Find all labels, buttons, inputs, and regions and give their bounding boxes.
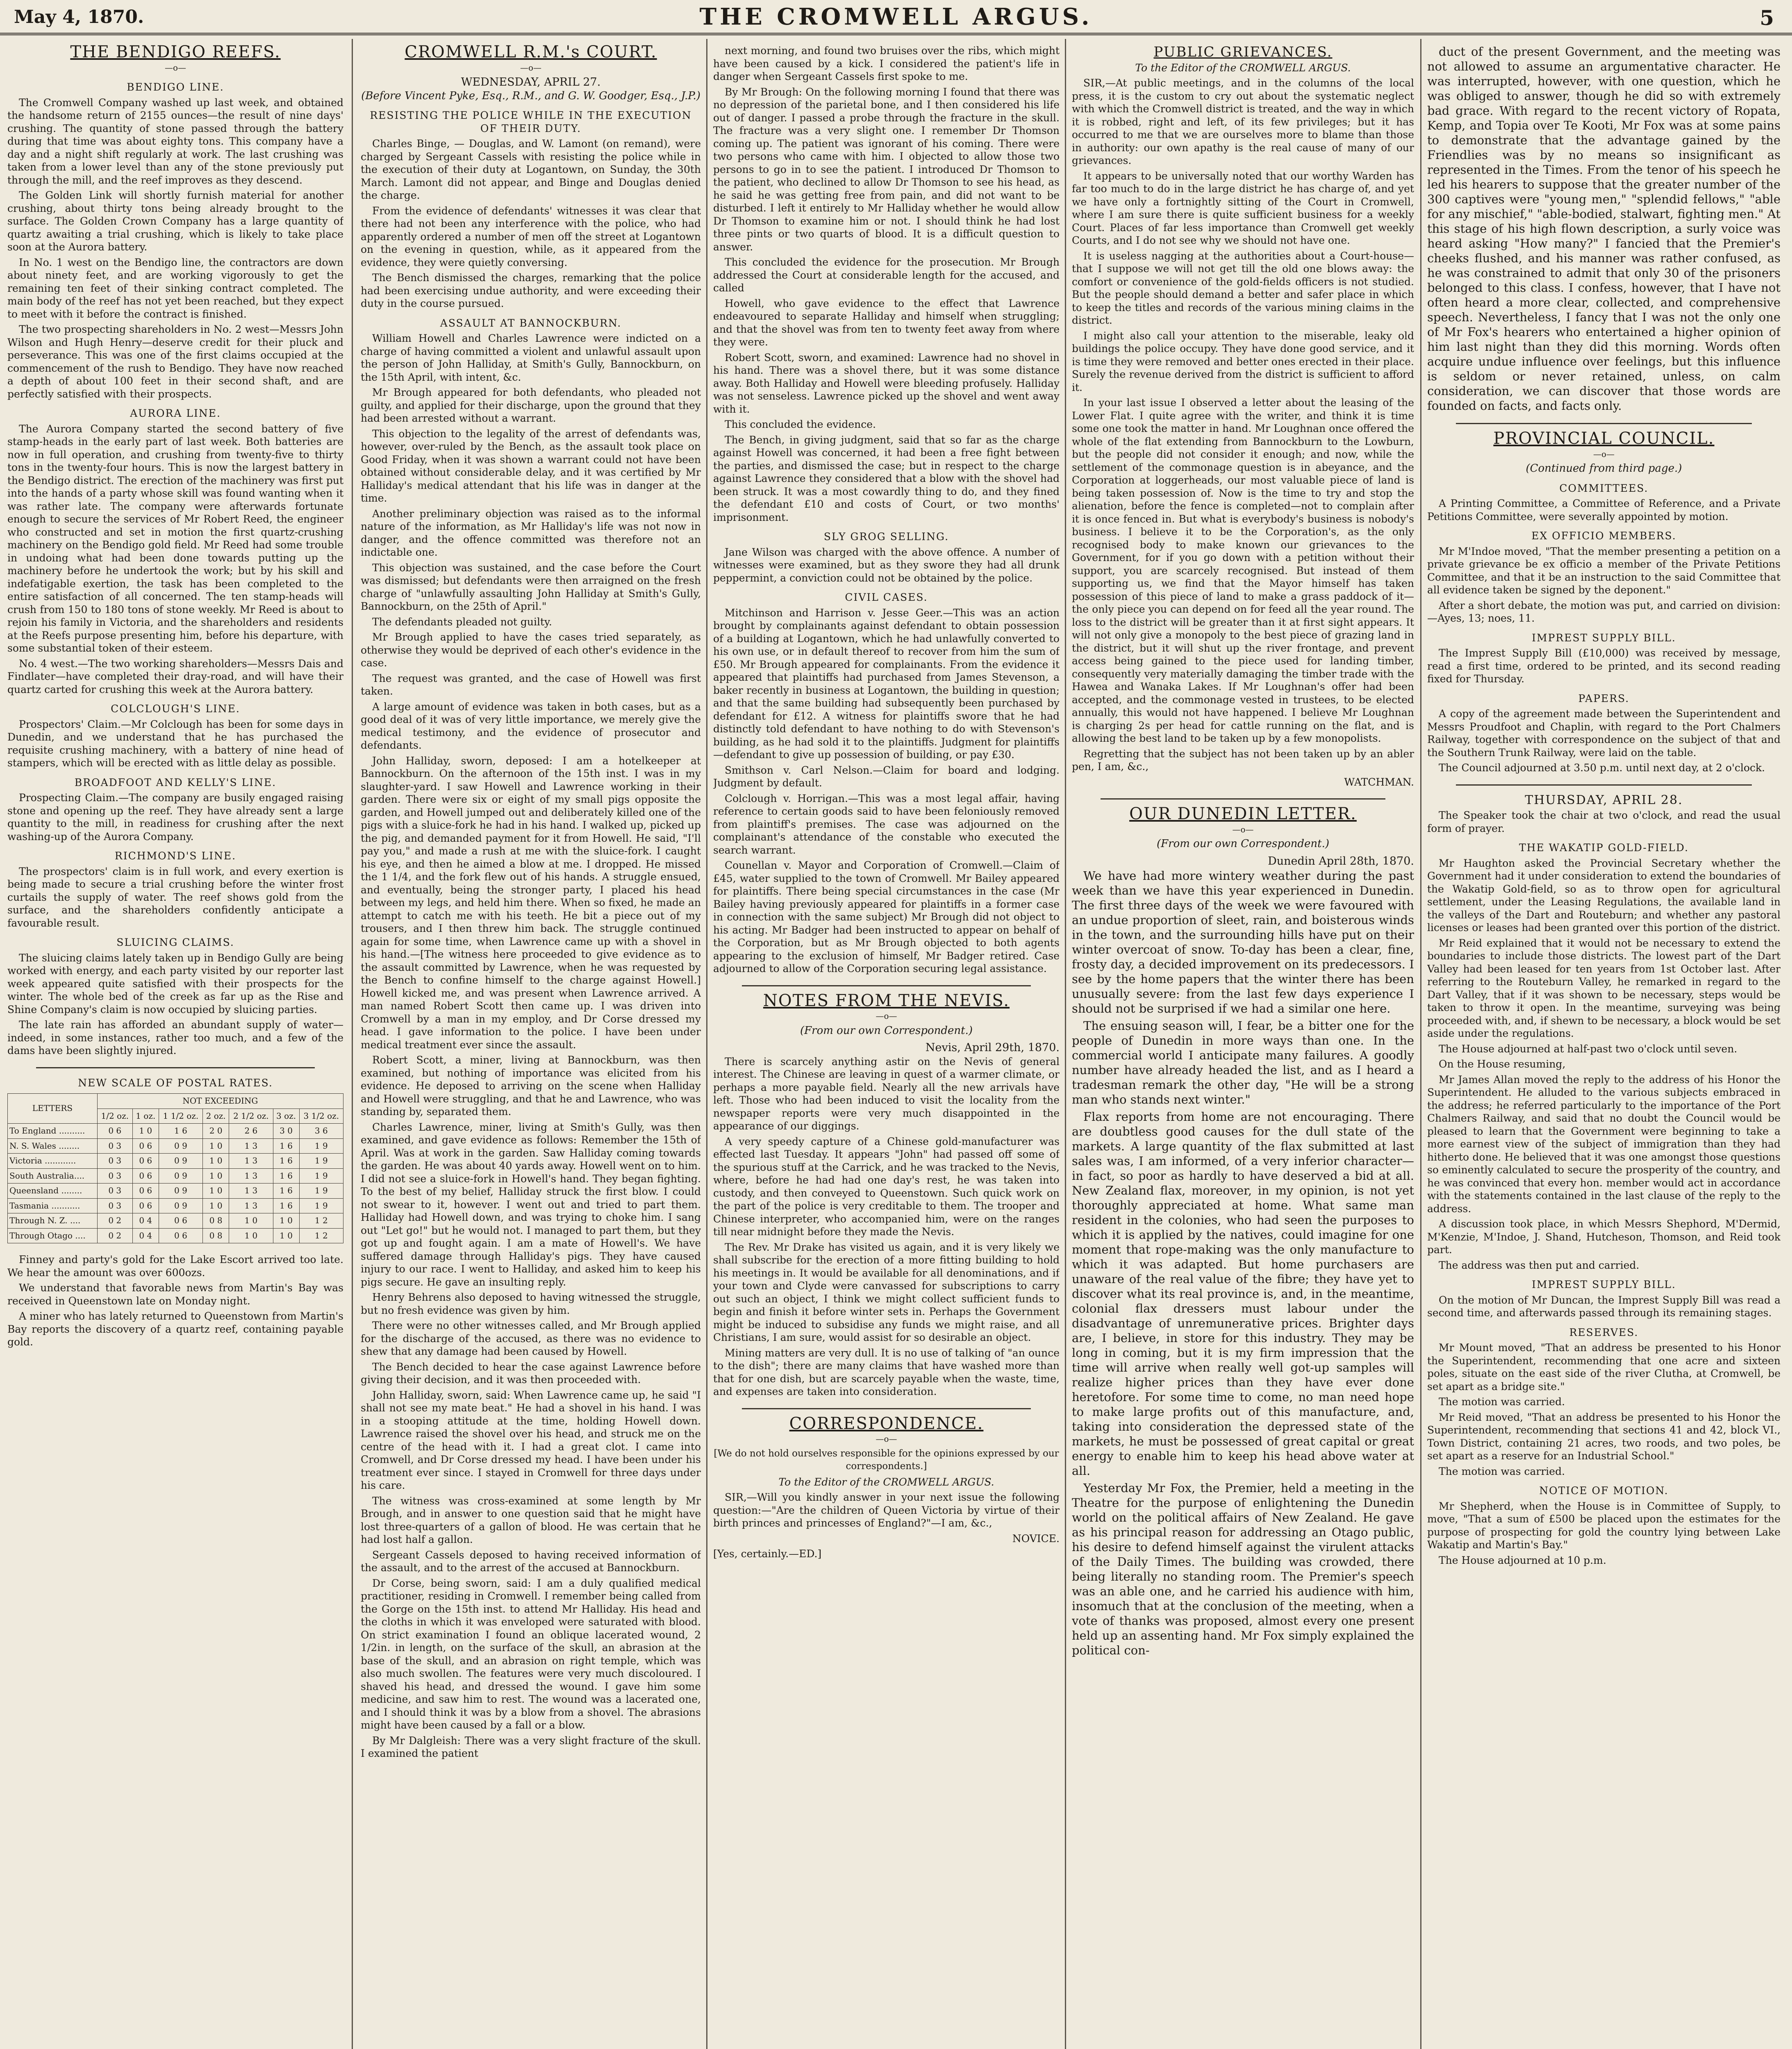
postal-destination: Victoria ............	[8, 1154, 98, 1169]
paragraph: A very speedy capture of a Chinese gold-manufacturer was effected last Tuesday. It appears "John" had passed off some of the spurious stuff at the Carrick, and he was tracked to the Nevis, where, before he had had one day's rest, he was taken into custody, and then conveyed to Queenstown. Such quick work on the part of the police is very creditable to them. The trooper and Chinese interpreter, who accompanied him, were on the ranges till near midnight before they made the Nevis.	[713, 1135, 1060, 1238]
section-divider	[1101, 798, 1385, 800]
reserves-text	[1427, 1341, 1781, 1478]
postal-destination: Tasmania ...........	[8, 1198, 98, 1213]
postal-rate-cell: 1 9	[299, 1168, 343, 1184]
postal-rate-cell: 1 0	[229, 1228, 273, 1243]
provincial-continued-note: (Continued from third page.)	[1526, 462, 1682, 475]
paragraph: The witness was cross-examined at some length by Mr Brough, and in answer to one question said that he might have lost three-quarters of a gallon of blood. He was certain that he had lost half a gallon.	[361, 1495, 701, 1545]
postal-rate-cell: 3 0	[273, 1124, 299, 1139]
court-heading: CROMWELL R.M.'s COURT.	[405, 44, 657, 61]
postal-rate-cell: 0 4	[132, 1213, 159, 1229]
paragraph: The House adjourned at half-past two o'clock until seven.	[1439, 1043, 1737, 1055]
postal-weight-header: 1 oz.	[132, 1109, 159, 1124]
paragraph: The defendants pleaded not guilty.	[372, 616, 552, 628]
postal-rate-cell: 2 0	[203, 1124, 229, 1139]
postal-destination: To England ..........	[8, 1124, 98, 1139]
ornament: —o—	[1593, 449, 1615, 459]
column-4	[1072, 44, 1414, 2049]
paragraph: The ensuing season will, I fear, be a bitter one for the people of Dunedin in more ways than one. In the commercial world I anticipate many failures. A goodly number have already headed the list, and as I heard a tradesman remark the other day, "He will be a strong man who stands next winter."	[1072, 1019, 1414, 1106]
postal-rate-cell: 0 6	[97, 1124, 132, 1139]
paragraph: The Council adjourned at 3.50 p.m. until next day, at 2 o'clock.	[1439, 762, 1765, 774]
aurora-line-text	[7, 423, 343, 696]
resisting-police-title: RESISTING THE POLICE WHILE IN THE EXECUTION OF THEIR DUTY.	[370, 109, 692, 134]
postal-rate-cell: 0 9	[159, 1138, 202, 1154]
paragraph: The House adjourned at 10 p.m.	[1439, 1554, 1606, 1566]
postal-rate-row	[8, 1154, 343, 1169]
issue-date: May 4, 1870.	[14, 7, 144, 27]
column-1	[7, 44, 343, 2049]
dunedin-byline: (From our own Correspondent.)	[1156, 838, 1329, 850]
imprest-supply-text	[1427, 647, 1781, 686]
paragraph: The two prospecting shareholders in No. 2 west—Messrs John Wilson and Hugh Henry—deserve credit for their pluck and perseverance. This was one of the first claims occupied at the commencement of the rush to Bendigo. They have now reached a depth of about 100 feet in their second shaft, and are perfectly satisfied with their prospects.	[7, 323, 343, 400]
paragraph: Charles Lawrence, miner, living at Smith's Gully, was then examined, and gave evidence as follows: Remember the 15th of April. Was at work in the garden. Saw Halliday coming towards the garden. He was about 40 yards away. Howell went on to him. I did not see a sluice-fork in Howell's hand. They began fighting. To the best of my belief, Halliday struck the first blow. I could not swear to it, however. I went out and tried to part them. Halliday had Howell down, and was trying to choke him. I sang out "Let go!" but he would not. I managed to part them, but they got up and fought again. I am a mate of Howell's. We have suffered damage through Halliday's pigs. They have caused injury to our race. I went to Halliday, and asked him to keep his pigs secure. He gave an insulting reply.	[361, 1121, 701, 1288]
column-rule	[1420, 39, 1421, 2049]
postal-rate-cell: 1 0	[229, 1213, 273, 1229]
paragraph: The address was then put and carried.	[1439, 1259, 1640, 1271]
postal-rate-cell: 1 9	[299, 1138, 343, 1154]
wakatip-text	[1427, 857, 1781, 1272]
postal-rate-cell: 0 9	[159, 1168, 202, 1184]
paragraph: The Bench, in giving judgment, said that so far as the charge against Howell was concerned, it had been a free fight between the parties, and dismissed the case; but in respect to the charge against Lawrence they considered that a blow with the shovel had been struck. It was a most cowardly thing to do, and they fined the defendant £10 and costs of Court, or two months' imprisonment.	[713, 434, 1060, 523]
paragraph: Mr James Allan moved the reply to the address of his Honor the Superintendent. He alluded to the various subjects embraced in the address; he referred particularly to the importance of the Port Chalmers Railway, and said that no doubt the Council would be pleased to learn that the Government were beginning to take a more earnest view of the subject of immigration than they had hitherto done. He believed that it was one amongst those questions so eminently calculated to secure the prosperity of the country, and he was convinced that every hon. member would act in accordance with the statements contained in the last clause of the reply to the address.	[1427, 1073, 1781, 1215]
paragraph: A copy of the agreement made between the Superintendent and Messrs Proudfoot and Chaplin, with regard to the Port Chalmers Railway, together with correspondence on the subject of that and the Southern Trunk Railway, were laid on the table.	[1427, 708, 1781, 759]
correspondence-disclaimer: [We do not hold ourselves responsible for the opinions expressed by our correspondents.]	[714, 1448, 1059, 1472]
nevis-dateline: Nevis, April 29th, 1870.	[925, 1041, 1060, 1054]
bendigo-line-text	[7, 96, 343, 401]
dunedin-dateline: Dunedin April 28th, 1870.	[1268, 854, 1414, 868]
postal-rate-cell: 0 9	[159, 1184, 202, 1199]
postal-rate-cell: 1 3	[229, 1168, 273, 1184]
paragraph: SIR,—At public meetings, and in the columns of the local press, it is the custom to cry out about the systematic neglect with which the Cromwell district is treated, and the way in which it is robbed, right and left, of its few privileges; but it has occurred to me that we are ourselves more to blame than those in authority: our own apathy is the real cause of many of our grievances.	[1072, 77, 1414, 166]
paragraph: The Imprest Supply Bill (£10,000) was received by message, read a first time, ordered to be printed, and its second reading fixed for Thursday.	[1427, 647, 1781, 685]
postal-weight-header: 2 oz.	[203, 1109, 229, 1124]
imprest-supply-2-text	[1427, 1294, 1781, 1320]
assault-text	[361, 332, 701, 1760]
colclough-line-title: COLCLOUGH'S LINE.	[111, 703, 240, 715]
postal-rate-cell: 0 4	[132, 1228, 159, 1243]
paragraph: The Aurora Company started the second battery of five stamp-heads in the early part of last week. Both batteries are now in full operation, and crushing from twenty-five to thirty tons in the twenty-four hours. This is now the largest battery in the Bendigo district. The erection of the machinery was first put into the hands of a party whose skill was found wanting when it was rather late. The company were afterwards fortunate enough to secure the services of Mr Robert Reed, the engineer who constructed and set in motion the first quartz-crushing machinery on the Bendigo gold field. Mr Reed had some trouble in undoing what had been done towards putting up the machinery before he undertook the work; but by his skill and indefatigable exertion, the task has been completed to the entire satisfaction of all concerned. The ten stamp-heads will crush from 150 to 180 tons of stone weekly. Mr Reed is about to rejoin his family in Victoria, and the shareholders and residents at the Reefs purpose presenting him, before his departure, with some substantial token of their esteem.	[7, 423, 343, 654]
paragraph: We have had more wintery weather during the past week than we have this year experienced in Dunedin. The first three days of the week we were favoured with an undue proportion of sleet, rain, and boisterous winds in the town, and the surrounding hills have put on their winter overcoat of snow. To-day has been a clear, fine, frosty day, a decided improvement on its predecessors. I see by the home papers that the winter there has been unusually severe: from the last few days experience I should not be surprised if we had a similar one here.	[1072, 869, 1414, 1015]
masthead	[0, 0, 1792, 35]
bendigo-reefs-heading: THE BENDIGO REEFS.	[70, 44, 281, 61]
richmond-line-title: RICHMOND'S LINE.	[114, 850, 237, 862]
colclough-line-text	[7, 718, 343, 770]
paragraph: After a short debate, the motion was put, and carried on division:—Ayes, 13; noes, 11.	[1427, 599, 1781, 624]
paragraph: Mr Haughton asked the Provincial Secretary whether the Government had it under consideration to extend the boundaries of the Wakatip Gold-field, so as to throw open for agricultural settlement, under the Leasing Regulations, the available land in the valleys of the Dart and Routeburn; and whether any pastoral licenses or leases had been granted over this portion of the district.	[1427, 857, 1781, 934]
paragraph: Mr Brough appeared for both defendants, who pleaded not guilty, and applied for their discharge, upon the ground that they had been arrested without a warrant.	[361, 386, 701, 424]
sluicing-claims-title: SLUICING CLAIMS.	[116, 936, 234, 948]
paragraph: Mr Reid moved, "That an address be presented to his Honor the Superintendent, recommending that sections 41 and 42, block VI., Town District, containing 21 acres, two roods, and two poles, be set apart as a reserve for an Industrial School."	[1427, 1411, 1781, 1462]
dunedin-letter-text	[1072, 868, 1414, 1658]
paragraph: Mr Mount moved, "That an address be presented to his Honor the Superintendent, recommending that one acre and sixteen poles, situate on the east side of the river Clutha, at Cromwell, be set apart as a bridge site."	[1427, 1342, 1781, 1393]
postal-rate-cell: 0 3	[97, 1198, 132, 1213]
bendigo-line-title: BENDIGO LINE.	[127, 81, 224, 93]
court-bench: (Before Vincent Pyke, Esq., R.M., and G. W. Goodger, Esq., J.P.)	[361, 89, 700, 102]
postal-rate-cell: 1 6	[273, 1154, 299, 1169]
paragraph: Charles Binge, — Douglas, and W. Lamont (on remand), were charged by Sergeant Cassels with resisting the police while in the execution of their duty at Logantown, on Sunday, the 30th March. Lamont did not appear, and Binge and Douglas denied the charge.	[361, 138, 701, 201]
postal-rate-cell: 0 6	[132, 1184, 159, 1199]
postal-rate-row	[8, 1168, 343, 1184]
paragraph: Flax reports from home are not encouraging. There are doubtless good causes for the dull state of the markets. A large quantity of the flax submitted at last sales was, I am informed, of a very inferior character—in fact, so poor as hardly to have deserved a bid at all. New Zealand flax, moreover, in my opinion, is not yet thoroughly appreciated at home. What same man resident in the colonies, who had seen the purposes to which it is applied by the natives, could imagine for one moment that rope-making was the only manufacture to which it was adapted. But home purchasers are unaware of the real value of the fibre; they have yet to discover what its real province is, and, in the meantime, colonial flax dressers must labour under the disadvantage of unremunerative prices. Brighter days are, I believe, in store for this industry. They may be long in coming, but it is my firm impression that the time will arrive when really well got-up samples will realize higher prices than they have ever done heretofore. For some time to come, no man need hope to make large profits out of this manufacture, and, taking into consideration the depressed state of the markets, he must be possessed of great capital or great energy to enable him to keep his head above water at all.	[1072, 1110, 1414, 1478]
imprest-supply-2-title: IMPREST SUPPLY BILL.	[1532, 1279, 1676, 1290]
column-rule	[1065, 39, 1066, 2049]
notice-of-motion-text	[1427, 1500, 1781, 1567]
postal-rate-cell: 1 2	[299, 1213, 343, 1229]
paragraph: The Cromwell Company washed up last week, and obtained the handsome return of 2155 ounces—the result of nine days' crushing. The quantity of stone passed through the battery during that time was about eighty tons. This company have a day and a night shift regularly at work. The last crushing was taken from a lower level than any of the stone previously put through the mill, and the reef improves as they descend.	[7, 96, 343, 186]
assault-continued-text	[713, 44, 1060, 524]
dunedin-letter-heading: OUR DUNEDIN LETTER.	[1129, 804, 1357, 823]
ornament: —o—	[876, 1011, 897, 1021]
postal-rate-cell: 1 9	[299, 1184, 343, 1199]
paragraph: John Halliday, sworn, said: When Lawrence came up, he said "I shall not see my mate beat." He had a shovel in his hand. I was in a stooping attitude at the time, holding Howell down. Lawrence raised the shovel over his head, and struck me on the centre of the head with it. I had a great clot. I came into Cromwell, and Dr Corse dressed my head. I have been under his treatment ever since. I stayed in Cromwell for three days under his care.	[361, 1389, 701, 1491]
editor-reply: [Yes, certainly.—ED.]	[713, 1548, 822, 1560]
paragraph: Mr Reid explained that it would not be necessary to extend the boundaries to include those districts. The lowest part of the Dart Valley had been leased for ten years from 1st October last. After referring to the Routeburn Valley, he remarked in regard to the Dart Valley, that if it was shown to be necessary, steps would be taken to throw it open. In the meantime, surveying was being proceeded with, and, if shewn to be necessary, a block would be set aside under the regulations.	[1427, 937, 1781, 1039]
postal-rate-cell: 0 6	[132, 1168, 159, 1184]
paragraph: Mitchinson and Harrison v. Jesse Geer.—This was an action brought by complainants against defendant to obtain possession of a building at Logantown, which he had unlawfully converted to his own use, or in default thereof to recover from him the sum of £50. Mr Brough appeared for complainants. From the evidence it appeared that plaintiffs had purchased from James Stevenson, a baker recently in business at Logantown, the building in question; and that the same building had subsequently been purchased by defendant for £12. A witness for plaintiffs swore that he had distinctly told defendant to have nothing to do with Stevenson's building, as he had sold it to the plaintiffs. Judgment for plaintiffs—defendant to give up possession of building, or pay £30.	[713, 607, 1060, 761]
postal-weight-header: 1 1/2 oz.	[159, 1109, 202, 1124]
paragraph: Dr Corse, being sworn, said: I am a duly qualified medical practitioner, residing in Cromwell. I remember being called from the Gorge on the 15th inst. to attend Mr Halliday. His head and the cloths in which it was enveloped were saturated with blood. On strict examination I found an oblique lacerated wound, 2 1/2in. in length, on the surface of the skull, an abrasion at the base of the skull, and an abrasion on right temple, which was also much swollen. The features were very much discoloured. I shaved his head, and dressed the wound. I gave him some medicine, and saw him to rest. The wound was a lacerated one, and I should think it was by a blow from a shovel. The abrasions might have been caused by a fall or a blow.	[361, 1577, 701, 1731]
grievances-heading: PUBLIC GRIEVANCES.	[1153, 44, 1333, 60]
papers-text	[1427, 707, 1781, 775]
postal-rate-cell: 1 6	[273, 1138, 299, 1154]
paragraph: Yesterday Mr Fox, the Premier, held a meeting in the Theatre for the purpose of enlightening the Dunedin world on the political affairs of New Zealand. He gave as his principal reason for addressing an Otago public, his desire to defend himself against the virulent attacks of the Daily Times. The building was crowded, there being literally no standing room. The Premier's speech was an able one, and he carried his audience with him, insomuch that at the conclusion of the meeting, when a vote of thanks was proposed, almost every one present held up an assenting hand. Mr Fox simply explained the political con-	[1072, 1481, 1414, 1657]
postal-rate-cell: 1 3	[229, 1198, 273, 1213]
paragraph: No. 4 west.—The two working shareholders—Messrs Dais and Findlater—have completed their dray-road, and will have their quartz carted for crushing this week at the Aurora battery.	[7, 657, 343, 695]
assault-title: ASSAULT AT BANNOCKBURN.	[440, 317, 622, 329]
paragraph: The Bench dismissed the charges, remarking that the police had been exercising undue authority, and were exceeding their duty in the course pursued.	[361, 272, 701, 309]
paragraph: The Rev. Mr Drake has visited us again, and it is very likely we shall subscribe for the erection of a more fitting building to hold his meetings in. It would be available for all denominations, and if your town and Clyde were canvassed for subscriptions to carry out such an object, I think we might collect sufficient funds to begin and finish it before winter sets in. Perhaps the Government might be induced to subsidise any funds we might raise, and all Christians, I am sure, would assist for so desirable an object.	[713, 1241, 1060, 1343]
postal-rate-cell: 1 0	[203, 1198, 229, 1213]
postal-rate-cell: 1 0	[203, 1154, 229, 1169]
postal-rate-row	[8, 1138, 343, 1154]
postal-rate-cell: 1 6	[273, 1198, 299, 1213]
postal-rate-cell: 1 3	[229, 1184, 273, 1199]
postal-rate-cell: 0 3	[97, 1138, 132, 1154]
postal-rates-title: NEW SCALE OF POSTAL RATES.	[78, 1077, 273, 1089]
paragraph: Another preliminary objection was raised as to the informal nature of the information, as Mr Halliday's life was not now in danger, and the offence committed was therefore not an indictable one.	[361, 507, 701, 558]
paragraph: Smithson v. Carl Nelson.—Claim for board and lodging. Judgment by default.	[713, 764, 1060, 789]
committees-text	[1427, 497, 1781, 523]
paragraph: Mr Brough applied to have the cases tried separately, as otherwise they would be deprived of each other's evidence in the case.	[361, 631, 701, 669]
reserves-title: RESERVES.	[1569, 1326, 1639, 1338]
postal-rate-cell: 0 3	[97, 1168, 132, 1184]
postal-rate-cell: 0 6	[132, 1138, 159, 1154]
committees-title: COMMITTEES.	[1559, 482, 1649, 494]
paragraph: A large amount of evidence was taken in both cases, but as a good deal of it was of very little importance, we merely give the medical testimony, and the evidence of prosecutor and defendants.	[361, 700, 701, 751]
broadfoot-line-text	[7, 791, 343, 843]
civil-cases-text	[713, 607, 1060, 975]
postal-destination: Queensland ........	[8, 1184, 98, 1199]
postal-rate-cell: 2 6	[229, 1124, 273, 1139]
postal-rates-table	[7, 1093, 343, 1243]
correspondence-addressee: To the Editor of the CROMWELL ARGUS.	[778, 1476, 994, 1488]
section-divider	[1456, 784, 1752, 786]
section-divider	[742, 985, 1031, 986]
paragraph: The Golden Link will shortly furnish material for another crushing, about thirty tons being already brought to the surface. The Golden Crown Company has a large quantity of quartz awaiting a trial crushing, which is likely to take place soon at the Aurora battery.	[7, 189, 343, 253]
paragraph: Howell, who gave evidence to the effect that Lawrence endeavoured to separate Halliday and himself when struggling; and that the shovel was from ten to twenty feet away from where they were.	[713, 297, 1060, 348]
postal-rate-cell: 1 6	[273, 1168, 299, 1184]
paragraph: Counellan v. Mayor and Corporation of Cromwell.—Claim of £45, water supplied to the town of Cromwell. Mr Bailey appeared for plaintiffs. There being special circumstances in the case (Mr Bailey having previously appeared for plaintiffs in a former case in connection with the same subject) Mr Brough did not object to his acting. Mr Badger had been instructed to appear on behalf of the Corporation, but as Mr Brough objected to both agents appearing to the exclusion of himself, Mr Badger retired. Case adjourned to allow of the Corporation securing legal assistance.	[713, 859, 1060, 975]
postal-destination: South Australia....	[8, 1168, 98, 1184]
paragraph: The sluicing claims lately taken up in Bendigo Gully are being worked with energy, and each party visited by our reporter last week appeared quite satisfied with their prospects for the winter. The whole bed of the creek as far up as the Rise and Shine Company's claim is now occupied by sluicing parties.	[7, 952, 343, 1015]
postal-rate-cell: 0 9	[159, 1198, 202, 1213]
postal-rate-cell: 0 6	[132, 1154, 159, 1169]
postal-rate-cell: 0 2	[97, 1213, 132, 1229]
ornament: —o—	[1232, 824, 1254, 834]
ornament: —o—	[164, 62, 186, 73]
postal-rate-cell: 0 2	[97, 1228, 132, 1243]
correspondence-heading: CORRESPONDENCE.	[789, 1414, 984, 1433]
postal-destination: N. S. Wales ........	[8, 1138, 98, 1154]
section-divider	[1456, 423, 1752, 424]
postal-weight-header: 3 1/2 oz.	[299, 1109, 343, 1124]
postal-rate-cell: 0 6	[159, 1228, 202, 1243]
paragraph: A miner who has lately returned to Queenstown from Martin's Bay reports the discovery of a quartz reef, containing payable gold.	[7, 1310, 343, 1348]
paragraph: On the House resuming,	[1439, 1058, 1566, 1070]
postal-rate-cell: 1 2	[299, 1228, 343, 1243]
section-divider	[742, 1408, 1031, 1409]
paragraph: This objection to the legality of the arrest of defendants was, however, over-ruled by the Bench, as the assault took place on Good Friday, when it was shown a warrant could not have been obtained without considerable delay, and it was certified by Mr Halliday's medical attendant that his life was in danger at the time.	[361, 427, 701, 504]
column-5	[1427, 44, 1781, 2049]
aurora-line-title: AURORA LINE.	[130, 407, 221, 419]
postal-rate-row	[8, 1228, 343, 1243]
paragraph: The Bench decided to hear the case against Lawrence before giving their decision, and it was then proceeded with.	[361, 1361, 701, 1386]
paragraph: The request was granted, and the case of Howell was first taken.	[361, 672, 701, 697]
postal-not-exceeding-header: NOT EXCEEDING	[97, 1094, 343, 1109]
broadfoot-line-title: BROADFOOT AND KELLY'S LINE.	[74, 776, 277, 788]
resisting-police-text	[361, 137, 701, 310]
paragraph: This concluded the evidence for the prosecution. Mr Brough addressed the Court at considerable length for the accused, and called	[713, 256, 1060, 294]
postal-rate-cell: 0 8	[203, 1213, 229, 1229]
paragraph: There is scarcely anything astir on the Nevis of general interest. The Chinese are leaving in quest of a warmer climate, or perhaps a more payable field. Nearly all the new arrivals have left. Those who had been induced to visit the locality from the newspaper reports were very much disappointed in the appearance of our diggings.	[713, 1055, 1060, 1132]
postal-rate-row	[8, 1213, 343, 1229]
ex-officio-title: EX OFFICIO MEMBERS.	[1531, 530, 1676, 542]
postal-rate-cell: 1 0	[132, 1124, 159, 1139]
postal-rate-cell: 1 9	[299, 1154, 343, 1169]
postal-rate-row	[8, 1184, 343, 1199]
nevis-heading: NOTES FROM THE NEVIS.	[763, 991, 1010, 1010]
postal-weight-header: 2 1/2 oz.	[229, 1109, 273, 1124]
postal-rate-cell: 1 0	[203, 1138, 229, 1154]
paragraph: The prospectors' claim is in full work, and every exertion is being made to secure a trial crushing before the winter frost curtails the supply of water. The reef shows gold from the surface, and the shareholders confidently anticipate a favourable result.	[7, 865, 343, 929]
paragraph: I might also call your attention to the miserable, leaky old buildings the police occupy. They have done good service, and it is time they were removed and better ones erected in their place. Surely the revenue derived from the district is sufficient to afford it.	[1072, 329, 1414, 393]
nevis-byline: (From our own Correspondent.)	[800, 1024, 973, 1037]
paragraph: By Mr Dalgleish: There was a very slight fracture of the skull. I examined the patient	[361, 1734, 701, 1759]
postal-rate-cell: 1 0	[273, 1228, 299, 1243]
paragraph: John Halliday, sworn, deposed: I am a hotelkeeper at Bannockburn. On the afternoon of the 15th inst. I was in my slaughter-yard. I saw Howell and Lawrence working in their garden. There were six or eight of my small pigs opposite the garden, and Howell jumped out and deliberately killed one of the pigs with a sluice-fork he had in his hand. I walked up, picked up the pig, and demanded payment for it from Howell. He said, "I'll pay you," and made a rush at me with the sluice-fork. I caught his eye, and then he aimed a blow at me. I dropped. He missed the 1 1/4, and the fork flew out of his hands. A struggle ensued, and eventually, being the stronger party, I placed his head between my legs, and held him there. When so fixed, he made an attempt to catch me with his teeth. He bit a piece out of my trousers, and I then threw him back. The struggle continued again for some time, when Lawrence came up with a shovel in his hand.—[The witness here proceeded to give evidence as to the assault committed by Lawrence, when he was requested by the Bench to confine himself to the charge against Howell.] Howell kicked me, and was present when Lawrence arrived. A man named Robert Scott then came up. I was driven into Cromwell by a man in my employ, and Dr Corse dressed my head. I gave information to the police. I have been under medical treatment ever since the assault.	[361, 754, 701, 1051]
paragraph: next morning, and found two bruises over the ribs, which might have been caused by a kick. I considered the patient's life in danger when Sergeant Cassels first spoke to me.	[713, 45, 1060, 82]
papers-title: PAPERS.	[1578, 692, 1630, 704]
ornament: —o—	[520, 62, 542, 73]
postal-rate-cell: 0 6	[132, 1198, 159, 1213]
civil-cases-title: CIVIL CASES.	[845, 591, 928, 603]
newspaper-title: THE CROMWELL ARGUS.	[699, 3, 1093, 30]
paragraph: Robert Scott, a miner, living at Bannockburn, was then examined, but nothing of importance was elicited from his evidence. He deposed to arriving on the scene when Halliday and Howell were struggling, and that he and Lawrence, who was standing by, separated them.	[361, 1054, 701, 1118]
paragraph: Robert Scott, sworn, and examined: Lawrence had no shovel in his hand. There was a shovel there, but it was some distance away. Both Halliday and Howell were bleeding profusely. Halliday was not senseless. Lawrence picked up the shovel and went away with it.	[713, 351, 1060, 415]
paragraph: Colclough v. Horrigan.—This was a most legal affair, having reference to certain goods said to have been feloniously removed from plaintiff's premises. The case was adjourned on the complainant's attendance of the constable who executed the search warrant.	[713, 792, 1060, 856]
dunedin-letter-continued	[1427, 44, 1781, 413]
postal-rate-cell: 3 6	[299, 1124, 343, 1139]
paragraph: Finney and party's gold for the Lake Escort arrived too late. We hear the amount was over 600ozs.	[7, 1254, 343, 1279]
postal-weight-header: 3 oz.	[273, 1109, 299, 1124]
provincial-council-heading: PROVINCIAL COUNCIL.	[1493, 429, 1715, 448]
gold-news-text	[7, 1253, 343, 1349]
paragraph: The Speaker took the chair at two o'clock, and read the usual form of prayer.	[1427, 809, 1781, 834]
postal-weight-header: 1/2 oz.	[97, 1109, 132, 1124]
paragraph: We understand that favorable news from Martin's Bay was received in Queenstown late on Monday night.	[7, 1282, 343, 1307]
grievances-letter	[1072, 77, 1414, 773]
thursday-text	[1427, 809, 1781, 835]
paragraph: This objection was sustained, and the case before the Court was dismissed; but defendants were then arraigned on the fresh charge of "unlawfully assaulting John Halliday at Smith's Gully, Bannockburn, on the 25th of April."	[361, 561, 701, 612]
column-rule	[706, 39, 707, 2049]
paragraph: Mr M'Indoe moved, "That the member presenting a petition on a private grievance be ex officio a member of the Private Petitions Committee, and that it be an instruction to the said Committee that all evidence taken be signed by the deponent."	[1427, 545, 1781, 596]
imprest-supply-title: IMPREST SUPPLY BILL.	[1532, 632, 1676, 644]
richmond-line-text	[7, 865, 343, 930]
paragraph: A discussion took place, in which Messrs Shephord, M'Dermid, M'Kenzie, M'Indoe, J. Shand, Hutcheson, Thomson, and Reid took part.	[1427, 1218, 1781, 1256]
sluicing-claims-text	[7, 952, 343, 1057]
postal-destination: Through N. Z. ....	[8, 1213, 98, 1229]
paragraph: By Mr Brough: On the following morning I found that there was no depression of the parietal bone, and I then considered his life out of danger. I passed a probe through the fracture in the skull. The fracture was a very slight one. I remember Dr Thomson coming up. The patient was ignorant of his coming. There were two persons who came with him. I objected to allow those two persons to go in to see the patient. I introduced Dr Thomson to the patient, who declined to allow Dr Thomson to see his head, as he said he was getting free from pain, and did not want to be disturbed. I left it entirely to Mr Halliday whether he would allow Dr Thomson to examine him or not. I should think he had lost three pints or two quarts of blood. It is a difficult question to answer.	[713, 86, 1060, 253]
postal-rate-cell: 0 3	[97, 1154, 132, 1169]
nevis-text	[713, 1055, 1060, 1398]
paragraph: This concluded the evidence.	[725, 418, 876, 430]
postal-rate-cell: 1 0	[203, 1168, 229, 1184]
paragraph: In No. 1 west on the Bendigo line, the contractors are down about ninety feet, and are working vigorously to get the remaining ten feet of their sinking contract completed. The main body of the reef has not yet been reached, but they expect to meet with it before the contract is finished.	[7, 256, 343, 320]
paragraph: William Howell and Charles Lawrence were indicted on a charge of having committed a violent and unlawful assault upon the person of John Halliday, at Smith's Gully, Bannockburn, on the 15th April, with intent, &c.	[361, 332, 701, 383]
paragraph: The motion was carried.	[1439, 1465, 1565, 1477]
postal-rate-cell: 1 6	[159, 1124, 202, 1139]
postal-destination: Through Otago ....	[8, 1228, 98, 1243]
postal-rate-cell: 0 9	[159, 1154, 202, 1169]
paragraph: Sergeant Cassels deposed to having received information of the assault, and to the arrest of the accused at Bannockburn.	[361, 1549, 701, 1574]
paragraph: Mr Shepherd, when the House is in Committee of Supply, to move, "That a sum of £500 be placed upon the estimates for the purpose of prospecting for gold the country lying between Lake Wakatip and Martin's Bay."	[1427, 1500, 1781, 1551]
postal-rate-row	[8, 1124, 343, 1139]
paragraph: The late rain has afforded an abundant supply of water—indeed, in some instances, rather too much, and a few of the dams have been slightly injured.	[7, 1019, 343, 1056]
paragraph: The motion was carried.	[1439, 1396, 1565, 1408]
column-2	[361, 44, 701, 2049]
ex-officio-text	[1427, 545, 1781, 625]
paragraph: It is useless nagging at the authorities about a Court-house—that I suppose we will not get till the old one blows away: the comfort or convenience of the gold-fields officers is not studied. But the people should demand a better and safer place in which to keep the titles and records of the various mining claims in the district.	[1072, 250, 1414, 326]
paragraph: There were no other witnesses called, and Mr Brough applied for the discharge of the accused, as there was no evidence to shew that any damage had been caused by Howell.	[361, 1320, 701, 1357]
paragraph: Regretting that the subject has not been taken up by an abler pen, I am, &c.,	[1072, 747, 1414, 772]
postal-rate-cell: 1 0	[203, 1184, 229, 1199]
paragraph: duct of the present Government, and the meeting was not allowed to assume an argumentative character. He was interrupted, however, with one question, which he was obliged to answer, though he did so with extremely bad grace. With regard to the recent victory of Ropata, Kemp, and Topia over Te Kooti, Mr Fox was at some pains to demonstrate that the advantage gained by the Friendlies was by no means so insignificant as represented in the Times. From the tenor of his speech he led his hearers to suppose that the greater number of the 300 captives were "young men," "splendid fellows," "able for any mischief," "able-bodied, stalwart, fighting men." At this stage of his high flown description, a surly voice was heard asking "How many?" I fancied that the Premier's cheeks flushed, and his manner was rather confused, as he was constrained to admit that only 30 of the prisoners belonged to this class. I confess, however, that I have not often heard a more clear, collected, and comprehensive speech. Nevertheless, I fancy that I was not the only one of Mr Fox's hearers who entertained a higher opinion of him last night than they did this morning. Words often acquire undue influence over feelings, but this influence is seldom or never retained, unless, on calm consideration, we can discover that those words are founded on facts, and facts only.	[1427, 45, 1781, 413]
column-3	[713, 44, 1060, 2049]
paragraph: Prospectors' Claim.—Mr Colclough has been for some days in Dunedin, and we understand that he has purchased the requisite crushing machinery, with a battery of nine head of stampers, which will be erected with as little delay as possible.	[7, 718, 343, 769]
postal-rate-cell: 1 3	[229, 1154, 273, 1169]
grievances-addressee: To the Editor of the CROMWELL ARGUS.	[1135, 61, 1351, 74]
paragraph: Jane Wilson was charged with the above offence. A number of witnesses were examined, but as they swore they had all drunk peppermint, a conviction could not be obtained by the police.	[713, 546, 1060, 584]
postal-rate-row	[8, 1198, 343, 1213]
sly-grog-title: SLY GROG SELLING.	[823, 531, 949, 543]
column-rule	[352, 39, 353, 2049]
postal-rate-cell: 0 8	[203, 1228, 229, 1243]
postal-rate-cell: 1 9	[299, 1198, 343, 1213]
correspondence-letter: SIR,—Will you kindly answer in your next issue the following question:—"Are the children of Queen Victoria by virtue of their birth princes and princesses of England?"—I am, &c.,	[713, 1491, 1060, 1529]
wakatip-title: THE WAKATIP GOLD-FIELD.	[1519, 842, 1689, 854]
paragraph: From the evidence of defendants' witnesses it was clear that there had not been any interference with the police, who had apparently ordered a number of men off the street at Logantown on the evening in question, while, as it appeared from the evidence, they were quietly conversing.	[361, 204, 701, 268]
paragraph: On the motion of Mr Duncan, the Imprest Supply Bill was read a second time, and afterwards passed through its remaining stages.	[1427, 1294, 1781, 1319]
postal-rate-cell: 0 6	[159, 1213, 202, 1229]
paragraph: In your last issue I observed a letter about the leasing of the Lower Flat. I quite agree with the writer, and think it is time some one took the matter in hand. Mr Loughnan once offered the whole of the flat extending from Bannockburn to the Lowburn, but the people did not consider it enough; and now, while the settlement of the commonage question is in abeyance, and the Corporation at loggerheads, our most valuable piece of land is being taken possession of. Now is the time to try and stop the alienation, before the fence is completed—not to complain after it is once fenced in. But what is everybody's business is nobody's business. I believe it to be the Corporation's, as the only recognised body to make known our grievances to the Government, for if you go down with a petition without their support, you are scarcely recognised. But instead of them supporting us, we find that the Mayor himself has taken possession of this piece of land to make a grass paddock of it—the only piece you can depend on for feed all the year round. The loss to the district will be greater than it at first sight appears. It will not only give a monopoly to the best piece of grazing land in the district, but it will shut up the river frontage, and prevent access being gained to the piece used for landing timber, consequently very materially damaging the timber trade with the Hawea and Wanaka Lakes. If Mr Loughnan's offer had been accepted, and the commonage vested in trustees, to be elected annually, this would not have happened. I believe Mr Loughnan is charging 2s per head for cattle running on the flat, and is allowing the best land to be taken up by a few monopolists.	[1072, 397, 1414, 744]
correspondence-signature: NOVICE.	[1012, 1532, 1060, 1545]
court-date: WEDNESDAY, APRIL 27.	[461, 76, 601, 89]
paragraph: A Printing Committee, a Committee of Reference, and a Private Petitions Committee, were severally appointed by motion.	[1427, 497, 1781, 522]
paragraph: It appears to be universally noted that our worthy Warden has far too much to do in the large district he has charge of, and yet we have only a fortnightly sitting of the Court in Cromwell, where I am sure there is quite sufficient business for a weekly Court. Places of far less importance than Cromwell get weekly Courts, and I do not see why we should not have one.	[1072, 170, 1414, 246]
ornament: —o—	[876, 1434, 897, 1444]
page-number: 5	[1760, 6, 1774, 30]
paragraph: Henry Behrens also deposed to having witnessed the struggle, but no fresh evidence was given by him.	[361, 1291, 701, 1316]
notice-of-motion-title: NOTICE OF MOTION.	[1539, 1485, 1669, 1497]
postal-rate-cell: 1 3	[229, 1138, 273, 1154]
sly-grog-text	[713, 546, 1060, 585]
postal-rate-cell: 1 6	[273, 1184, 299, 1199]
grievances-signature: WATCHMAN.	[1344, 776, 1414, 788]
postal-rate-cell: 0 3	[97, 1184, 132, 1199]
paragraph: Prospecting Claim.—The company are busily engaged raising stone and opening up the reef. They have already sent a large quantity to the mill, in readiness for crushing after the next washing-up of the Aurora Company.	[7, 792, 343, 843]
postal-letters-header: LETTERS	[8, 1094, 98, 1124]
paragraph: Mining matters are very dull. It is no use of talking of "an ounce to the dish"; there are many claims that have washed more than that for one dish, but are scarcely payable when the waste, time, and expenses are taken into consideration.	[713, 1347, 1060, 1397]
thursday-heading: THURSDAY, APRIL 28.	[1525, 793, 1683, 807]
postal-rate-cell: 1 0	[273, 1213, 299, 1229]
section-divider	[36, 1067, 315, 1068]
